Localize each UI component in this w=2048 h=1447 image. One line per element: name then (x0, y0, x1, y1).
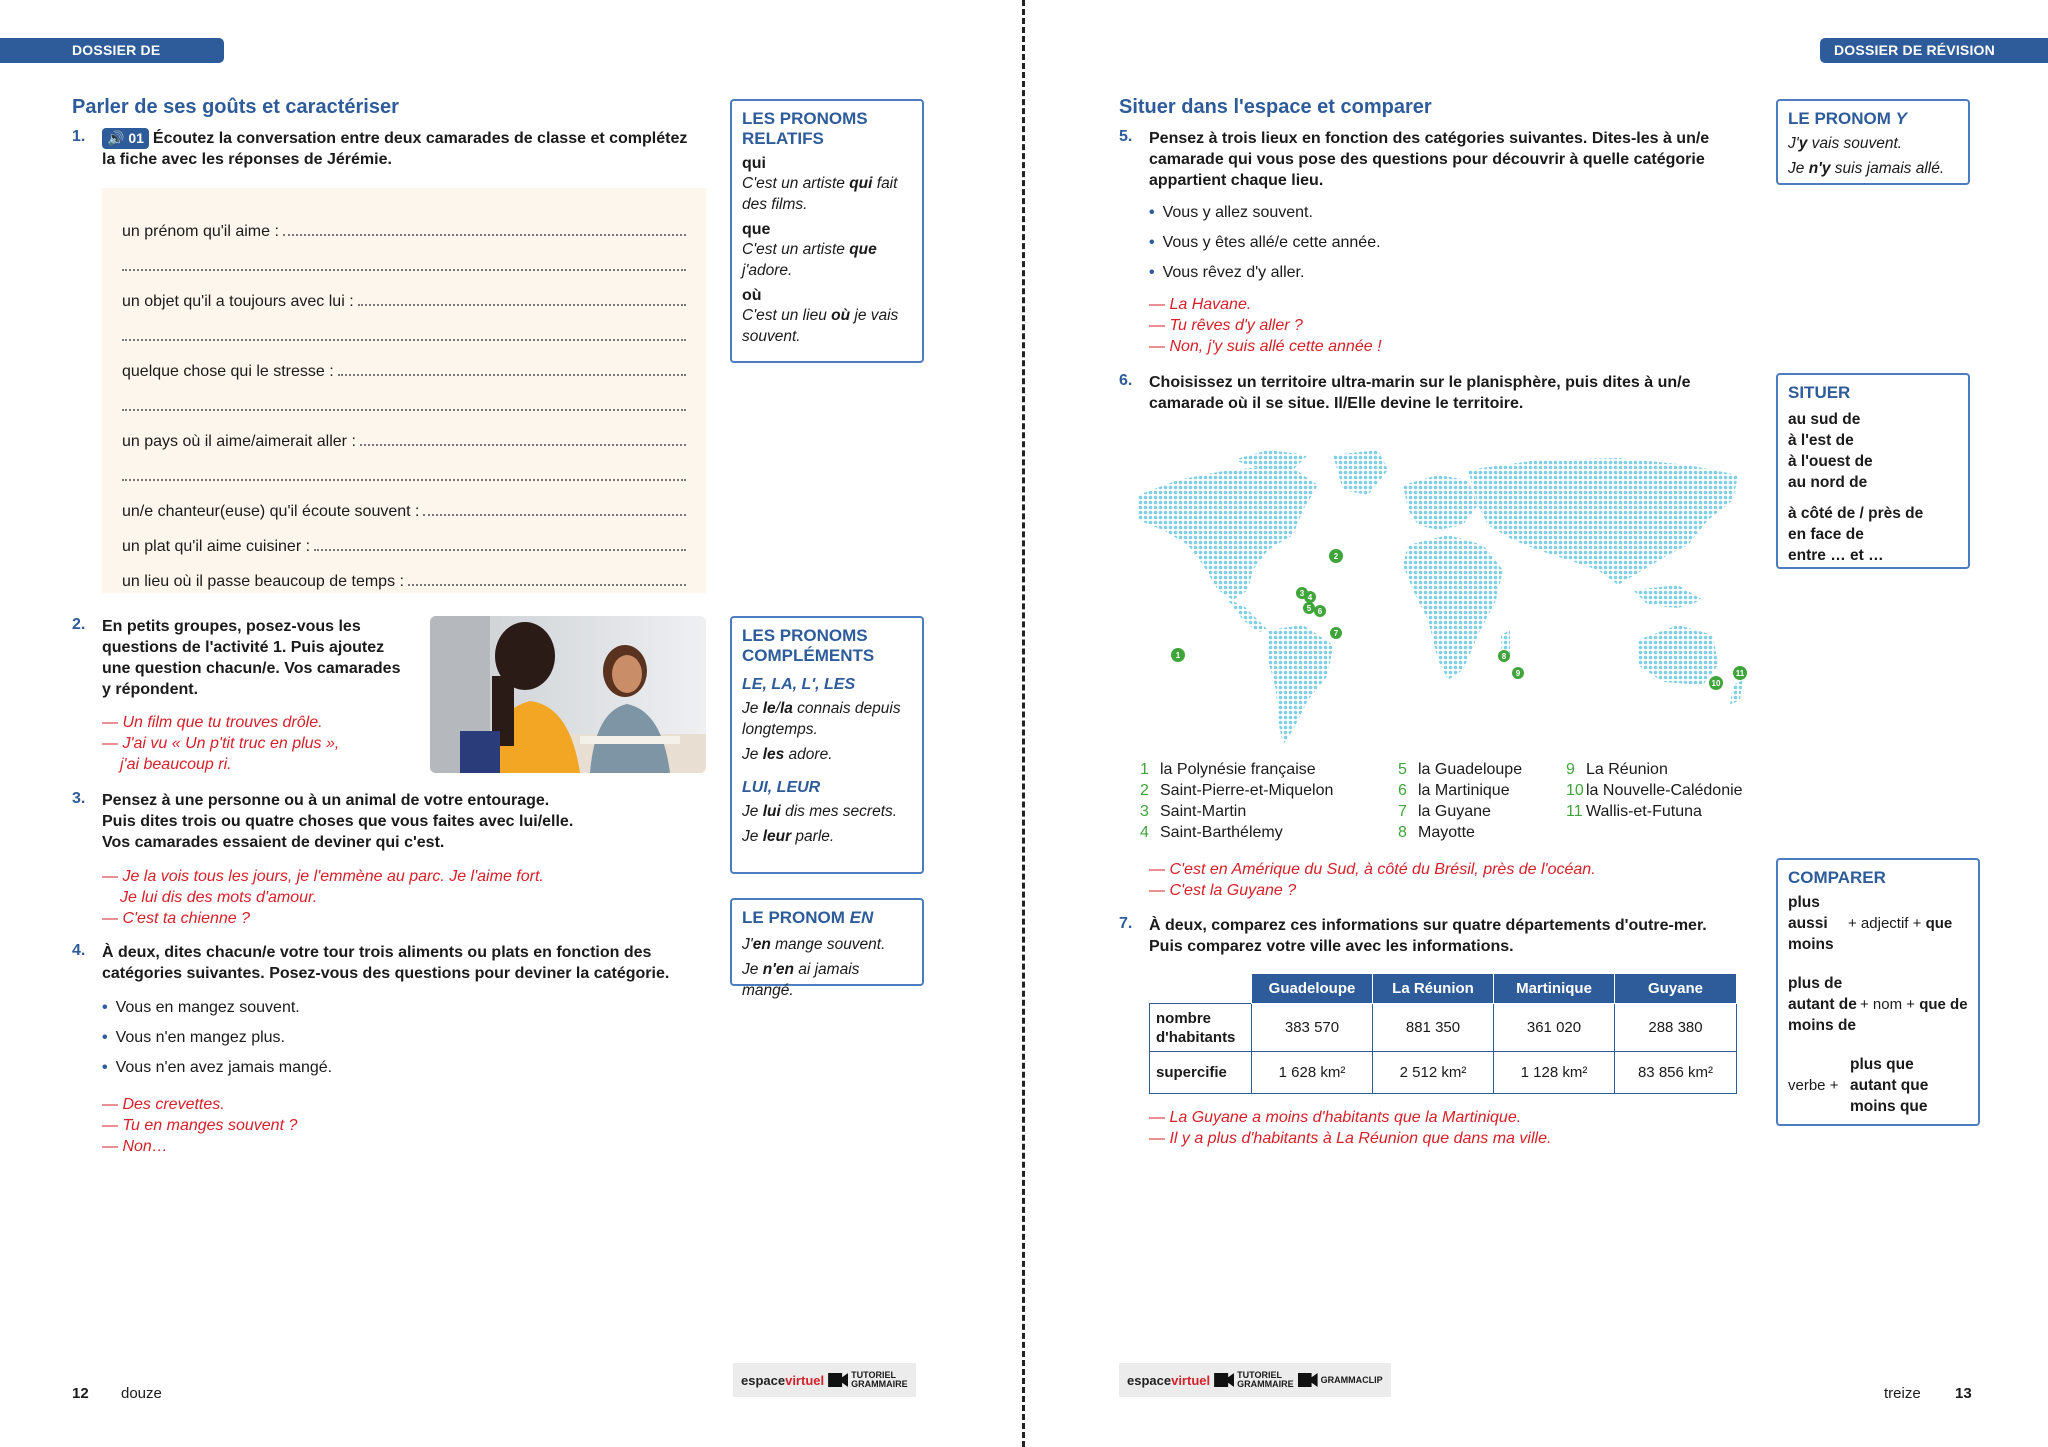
table-cell: 1 128 km² (1494, 1052, 1615, 1094)
tutoriel-grammaire-link[interactable]: TUTORIEL GRAMMAIRE (828, 1371, 908, 1389)
col-guyane: Guyane (1615, 974, 1737, 1004)
grammar-box-en: LE PRONOM EN J'en mange souvent. Je n'en ai jamais mangé. (730, 898, 924, 986)
list-item: • Vous en mangez souvent. (102, 999, 300, 1016)
form-row[interactable] (122, 311, 686, 346)
page-number-right: 13 (1955, 1385, 1972, 1402)
list-item: • Vous rêvez d'y aller. (1149, 264, 1305, 281)
list-item: 5 la Guadeloupe (1398, 761, 1523, 778)
form-row[interactable]: quelque chose qui le stresse : (122, 346, 686, 381)
form-row[interactable]: un pays où il aime/aimerait aller : (122, 416, 686, 451)
table-header-row (1150, 974, 1737, 1004)
table-cell: 383 570 (1252, 1004, 1373, 1052)
list-item: • Vous y êtes allé/e cette année. (1149, 234, 1381, 251)
table-cell: 1 628 km² (1252, 1052, 1373, 1094)
ex6-instruction: Choisissez un territoire ultra-marin sur le planisphère, puis dites à un/e camarade où il se situe. Il/Elle devine le territoire. (1149, 374, 1691, 412)
table-cell: 83 856 km² (1615, 1052, 1737, 1094)
svg-text:10: 10 (1711, 679, 1721, 688)
page-divider (1022, 0, 1025, 1447)
col-martinique: Martinique (1494, 974, 1615, 1004)
list-item: 11 Wallis-et-Futuna (1566, 803, 1702, 820)
svg-text:3: 3 (1299, 589, 1305, 598)
ex4-answer: — Des crevettes. — Tu en manges souvent ? — Non… (102, 1096, 298, 1155)
svg-text:2: 2 (1333, 552, 1339, 561)
list-item: 9 La Réunion (1566, 761, 1668, 778)
grammar-box-comparer: COMPARER plus aussi moins + adjectif + que plus de autant de moins de + nom + que de verbe + plus que autant que moins que (1776, 858, 1980, 1126)
ex4-number: 4. (72, 942, 86, 959)
form-row[interactable]: un objet qu'il a toujours avec lui : (122, 276, 686, 311)
ex2-answer: — Un film que tu trouves drôle. — J'ai vu « Un p'tit truc en plus », j'ai beaucoup ri. (102, 714, 340, 773)
list-item: • Vous n'en mangez plus. (102, 1029, 285, 1046)
ex6-number: 6. (1119, 372, 1133, 389)
list-item: 8 Mayotte (1398, 824, 1475, 841)
world-map (1118, 450, 1758, 750)
espace-virtuel-logo-right[interactable]: espacevirtuel TUTORIEL GRAMMAIRE GRAMMACLIP (1119, 1363, 1391, 1397)
form-row[interactable]: un prénom qu'il aime : (122, 206, 686, 241)
svg-text:7: 7 (1333, 629, 1339, 638)
form-row[interactable]: un/e chanteur(euse) qu'il écoute souvent : (122, 486, 686, 521)
section-tag-right: DOSSIER DE RÉVISION (1820, 38, 2048, 63)
svg-text:6: 6 (1317, 607, 1323, 616)
table-cell: 2 512 km² (1373, 1052, 1494, 1094)
form-row[interactable] (122, 451, 686, 486)
ex4-bullets (102, 993, 332, 1083)
page-word-left: douze (121, 1385, 162, 1402)
grammar-box-complements: LES PRONOMS COMPLÉMENTS LE, LA, L', LES Je le/la connais depuis longtemps. Je les adore. LUI, LEUR Je lui dis mes secrets. Je leur parle. (730, 616, 924, 874)
ex3-instruction: Pensez à une personne ou à un animal de votre entourage. Puis dites trois ou quatre choses que vous faites avec lui/elle. Vos camarades essaient de deviner qui c'est. (102, 792, 574, 851)
map-legend-col3 (1566, 759, 1743, 822)
svg-text:1: 1 (1175, 651, 1181, 660)
ex2-instruction: En petits groupes, posez-vous les questions de l'activité 1. Puis ajoutez une question chacun/e. Vos camarades y répondent. (102, 618, 401, 698)
continents (1138, 450, 1743, 745)
right-section-title: Situer dans l'espace et comparer (1119, 96, 1432, 118)
svg-text:8: 8 (1501, 652, 1507, 661)
row-label-superficie: supercifie (1150, 1052, 1252, 1094)
students-illustration (430, 616, 706, 773)
list-item: • Vous y allez souvent. (1149, 204, 1313, 221)
marker-1[interactable] (1171, 648, 1185, 662)
marker-8[interactable] (1498, 650, 1510, 662)
overseas-departments-table (1149, 973, 1737, 1094)
svg-text:5: 5 (1306, 604, 1312, 613)
ex1-instruction: 🔊 01 Écoutez la conversation entre deux camarades de classe et complétez la fiche avec les réponses de Jérémie. (102, 130, 688, 168)
form-row[interactable]: un plat qu'il aime cuisiner : (122, 521, 686, 556)
marker-11[interactable] (1733, 666, 1747, 680)
svg-text:11: 11 (1735, 669, 1745, 678)
col-guadeloupe: Guadeloupe (1252, 974, 1373, 1004)
grammar-box-situer: SITUER au sud de à l'est de à l'ouest de au nord de à côté de / près de en face de entre … et … (1776, 373, 1970, 569)
list-item: 4 Saint-Barthélemy (1140, 824, 1283, 841)
ex7-number: 7. (1119, 915, 1133, 932)
ex4-instruction: À deux, dites chacun/e votre tour trois aliments ou plats en fonction des catégories suivantes. Posez-vous des questions pour deviner la catégorie. (102, 944, 670, 982)
list-item: 6 la Martinique (1398, 782, 1510, 799)
list-item: 3 Saint-Martin (1140, 803, 1247, 820)
row-label-habitants: nombre d'habitants (1150, 1004, 1252, 1052)
ex7-answer: — La Guyane a moins d'habitants que la Martinique. — Il y a plus d'habitants à La Réunion que dans ma ville. (1149, 1109, 1552, 1147)
students-photo (430, 616, 706, 773)
table-row (1150, 1052, 1737, 1094)
ex3-number: 3. (72, 790, 86, 807)
espace-virtuel-logo-left[interactable]: espacevirtuel TUTORIEL GRAMMAIRE (733, 1363, 916, 1397)
marker-10[interactable] (1709, 676, 1723, 690)
marker-6[interactable] (1314, 605, 1326, 617)
marker-4[interactable] (1304, 591, 1316, 603)
list-item: 10 la Nouvelle-Calédonie (1566, 782, 1743, 799)
table-cell: 361 020 (1494, 1004, 1615, 1052)
marker-2[interactable] (1329, 549, 1343, 563)
ex1-form (102, 188, 706, 593)
map-legend-col1 (1140, 759, 1333, 843)
ex5-instruction: Pensez à trois lieux en fonction des catégories suivantes. Dites-les à un/e camarade qui vous pose des questions pour découvrir à quelle catégorie appartient chaque lieu. (1149, 130, 1710, 189)
grammaclip-link[interactable]: GRAMMACLIP (1298, 1373, 1383, 1387)
video-camera-icon (1214, 1373, 1234, 1387)
marker-5[interactable] (1303, 602, 1315, 614)
page-number-left: 12 (72, 1385, 89, 1402)
audio-track-icon[interactable]: 🔊 01 (102, 128, 149, 149)
list-item: 1 la Polynésie française (1140, 761, 1316, 778)
table-row (1150, 1004, 1737, 1052)
list-item: • Vous n'en avez jamais mangé. (102, 1059, 333, 1076)
form-row[interactable] (122, 241, 686, 276)
table-cell: 288 380 (1615, 1004, 1737, 1052)
form-row[interactable]: un lieu où il passe beaucoup de temps : (122, 556, 686, 591)
page-word-right: treize (1884, 1385, 1921, 1402)
svg-text:9: 9 (1515, 669, 1521, 678)
grammar-box-relatifs: LES PRONOMS RELATIFS qui C'est un artiste qui fait des films. que C'est un artiste que j'adore. où C'est un lieu où je vais souvent. (730, 99, 924, 363)
ex3-answer: — Je la vois tous les jours, je l'emmène au parc. Je l'aime fort. Je lui dis des mots d'amour. — C'est ta chienne ? (102, 868, 544, 927)
ex7-instruction: À deux, comparez ces informations sur quatre départements d'outre-mer. Puis comparez votre ville avec les informations. (1149, 917, 1707, 955)
list-item: 7 la Guyane (1398, 803, 1491, 820)
ex1-number: 1. (72, 128, 86, 145)
section-tag-left: DOSSIER DE RÉVISION (0, 38, 224, 63)
video-camera-icon (1298, 1373, 1318, 1387)
col-reunion: La Réunion (1373, 974, 1494, 1004)
ex5-number: 5. (1119, 128, 1133, 145)
tutoriel-grammaire-link[interactable]: TUTORIEL GRAMMAIRE (1214, 1371, 1294, 1389)
list-item: 2 Saint-Pierre-et-Miquelon (1140, 782, 1334, 799)
marker-7[interactable] (1330, 627, 1342, 639)
svg-text:4: 4 (1307, 593, 1313, 602)
ex5-answer: — La Havane. — Tu rêves d'y aller ? — Non, j'y suis allé cette année ! (1149, 296, 1382, 355)
grammar-box-y: LE PRONOM Y J'y vais souvent. Je n'y suis jamais allé. (1776, 99, 1970, 185)
ex5-bullets (1149, 198, 1381, 288)
ex6-answer: — C'est en Amérique du Sud, à côté du Brésil, près de l'océan. — C'est la Guyane ? (1149, 861, 1596, 899)
form-row[interactable] (122, 381, 686, 416)
map-legend-col2 (1398, 759, 1522, 843)
video-camera-icon (828, 1373, 848, 1387)
table-cell: 881 350 (1373, 1004, 1494, 1052)
left-section-title: Parler de ses goûts et caractériser (72, 96, 399, 118)
ex2-number: 2. (72, 616, 86, 633)
marker-9[interactable] (1512, 667, 1524, 679)
